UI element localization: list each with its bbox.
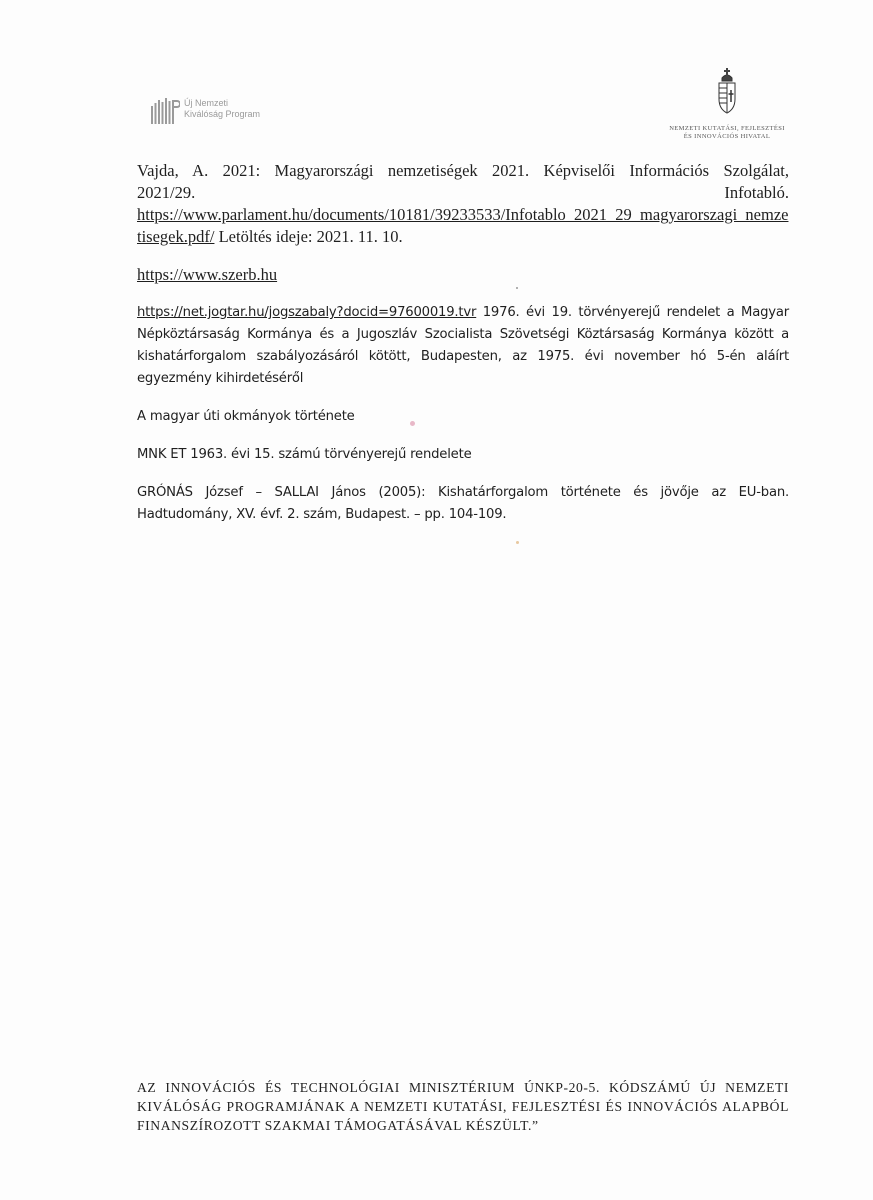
reference-gronas-sallai: GRÓNÁS József – SALLAI János (2005): Kishatárforgalom története és jövője az EU-ban. Hadtudomány, XV. évf. 2. szám, Budapest. – pp. 104-109. bbox=[137, 485, 789, 522]
reference-szerb bbox=[137, 264, 789, 286]
reference-list bbox=[137, 160, 789, 542]
scan-speck bbox=[410, 421, 415, 426]
reference-vajda-infotablo: Infotabló. bbox=[724, 183, 789, 202]
reference-vajda bbox=[137, 160, 789, 248]
unkp-logo-line1: Új Nemzeti bbox=[184, 98, 229, 108]
nkfih-logo-line2: ÉS INNOVÁCIÓS HIVATAL bbox=[683, 133, 771, 140]
reference-vajda-download-date: Letöltés ideje: 2021. 11. 10. bbox=[214, 227, 403, 246]
reference-szerb-link[interactable]: https://www.szerb.hu bbox=[137, 265, 278, 284]
hungarian-coat-of-arms-icon bbox=[716, 66, 738, 116]
reference-mnk-et: MNK ET 1963. évi 15. számú törvényerejű rendelete bbox=[137, 447, 472, 462]
scan-speck bbox=[516, 287, 518, 289]
funding-statement: AZ INNOVÁCIÓS ÉS TECHNOLÓGIAI MINISZTÉRIUM ÚNKP-20-5. KÓDSZÁMÚ ÚJ NEMZETI KIVÁLÓSÁG PROGRAMJÁNAK A NEMZETI KUTATÁSI, FEJLESZTÉSI ÉS INNOVÁCIÓS ALAPBÓL FINANSZÍROZOTT SZAKMAI TÁMOGATÁSÁVAL KÉSZÜLT.” bbox=[137, 1080, 789, 1133]
reference-jogtar-text: 1976. évi 19. törvényerejű rendelet a Magyar Népköztársaság Kormánya és a Jugoszláv Szocialista Szövetségi Köztársaság Kormánya között a kishatárforgalom szabályozásáról kötött, Budapesten, az 1975. évi november hó 5-én aláírt egyezmény kihirdetéséről bbox=[137, 305, 789, 386]
scan-speck bbox=[516, 541, 519, 544]
unkp-logo bbox=[150, 92, 260, 126]
nkfih-logo bbox=[662, 66, 792, 141]
reference-vajda-line2: 2021/29. bbox=[137, 183, 196, 202]
reference-vajda-line1: Vajda, A. 2021: Magyarországi nemzetiségek 2021. Képviselői Információs Szolgálat, bbox=[137, 161, 789, 180]
unkp-logo-line2: Kiválóság Program bbox=[184, 109, 261, 119]
reference-uti-okmanyok: A magyar úti okmányok története bbox=[137, 409, 355, 424]
nkfih-logo-line1: NEMZETI KUTATÁSI, FEJLESZTÉSI bbox=[669, 125, 785, 132]
reference-vajda-link[interactable]: https://www.parlament.hu/documents/10181/39233533/Infotablo_2021_29_magyarorszagi_nemzetisegek.pdf/ bbox=[137, 205, 789, 246]
reference-jogtar-link[interactable]: https://net.jogtar.hu/jogszabaly?docid=97600019.tvr bbox=[137, 305, 477, 320]
reference-jogtar bbox=[137, 302, 789, 390]
unkp-mark-icon bbox=[150, 92, 180, 126]
